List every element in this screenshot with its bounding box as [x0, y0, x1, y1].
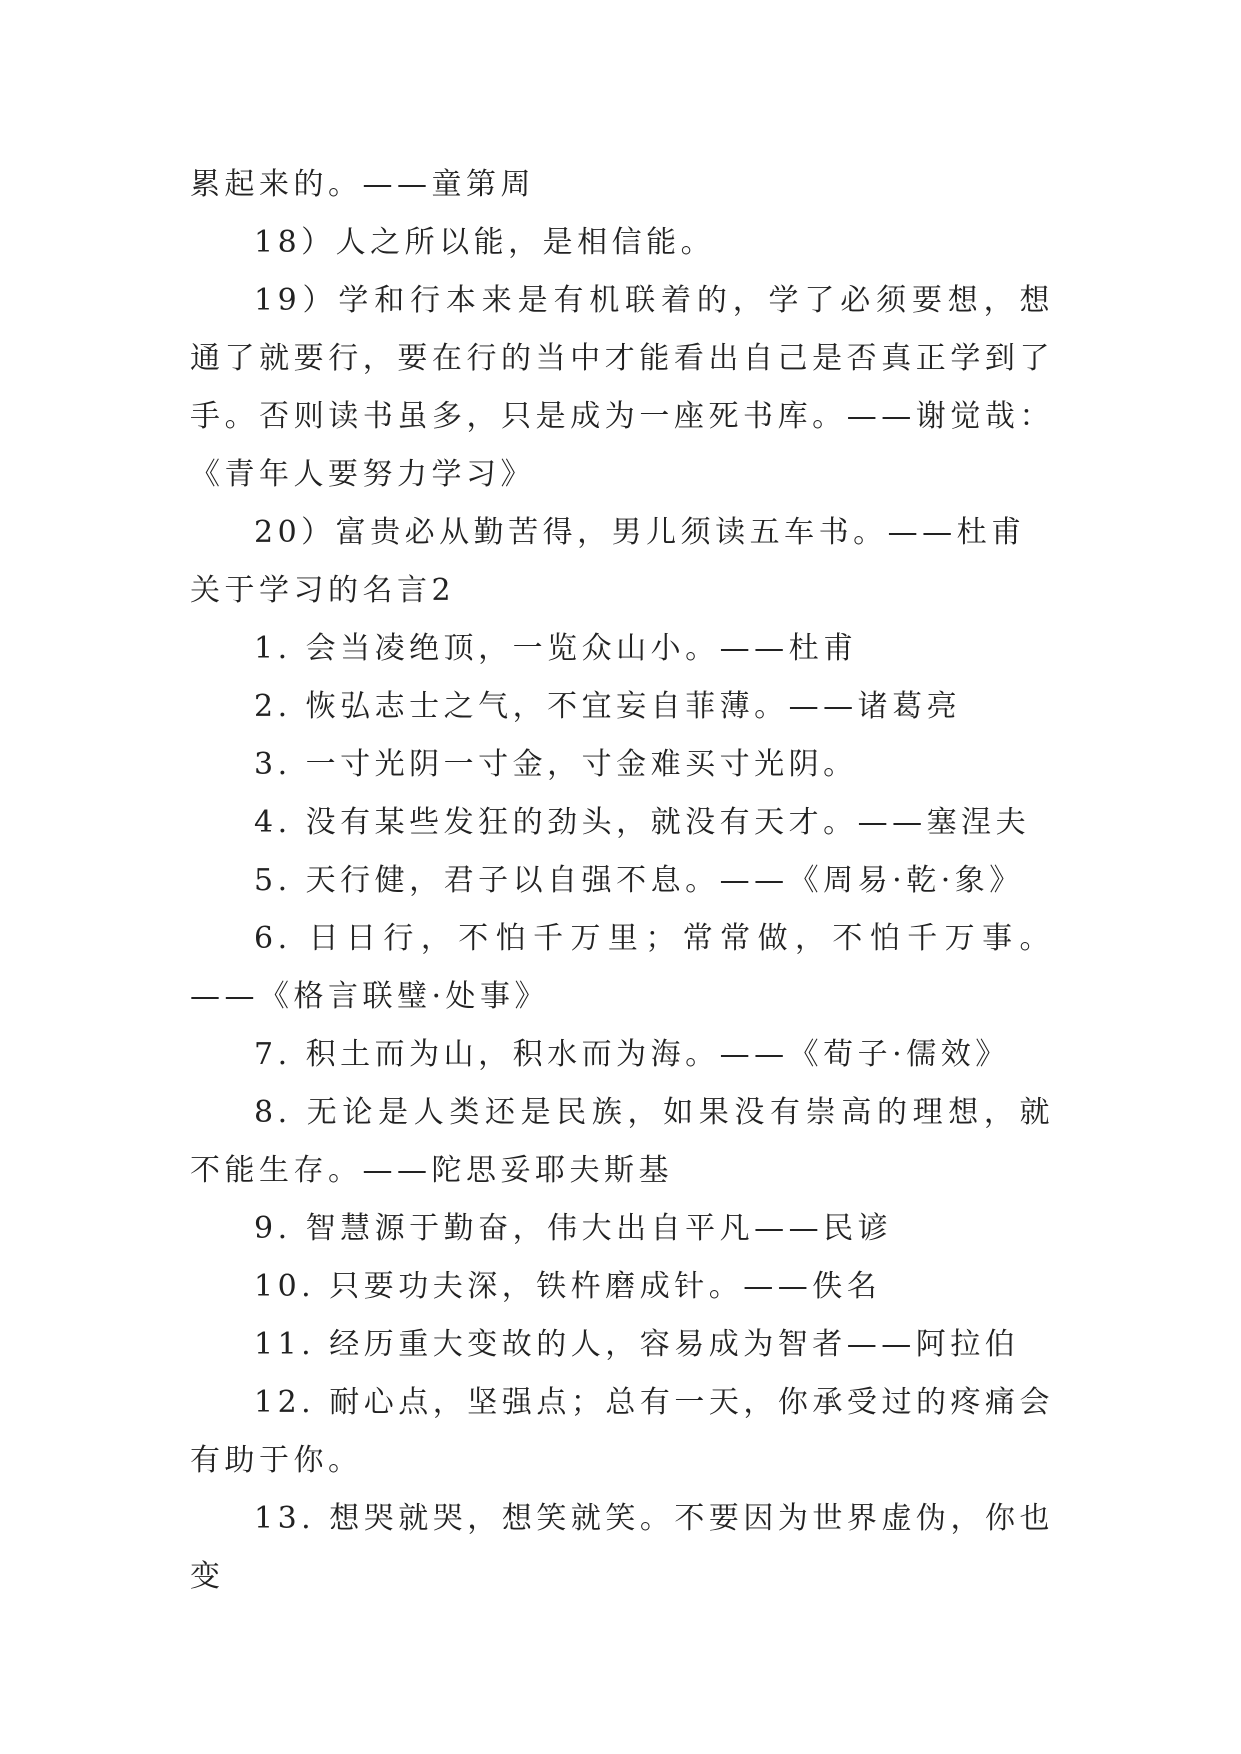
list-item-4: 4. 没有某些发狂的劲头，就没有天才。——塞涅夫	[254, 805, 1031, 840]
quote-20: 20）富贵必从勤苦得，男儿须读五车书。——杜甫	[254, 515, 1026, 550]
list-item-11: 11. 经历重大变故的人，容易成为智者——阿拉伯	[254, 1327, 1020, 1362]
list-item-8: 8. 无论是人类还是民族，如果没有崇高的理想，就不能生存。——陀思妥耶夫斯基	[190, 1095, 1054, 1188]
quote-19: 19）学和行本来是有机联着的，学了必须要想，想通了就要行，要在行的当中才能看出自己是否真正学到了手。否则读书虽多，只是成为一座死书库。——谢觉哉：《青年人要努力学习》	[190, 283, 1054, 492]
list-item-6: 6. 日日行，不怕千万里；常常做，不怕千万事。——《格言联璧·处事》	[190, 921, 1054, 1014]
list-item-9: 9. 智慧源于勤奋，伟大出自平凡——民谚	[254, 1211, 893, 1246]
list-item-10: 10. 只要功夫深，铁杵磨成针。——佚名	[254, 1269, 882, 1304]
document-page	[190, 156, 1054, 1606]
section-heading: 关于学习的名言2	[190, 573, 456, 608]
list-item-5: 5. 天行健，君子以自强不息。——《周易·乾·象》	[254, 863, 1024, 898]
list-item-3: 3. 一寸光阴一寸金，寸金难买寸光阴。	[254, 747, 858, 782]
list-item-13: 13. 想哭就哭，想笑就笑。不要因为世界虚伪，你也变	[190, 1501, 1054, 1594]
list-item-7: 7. 积土而为山，积水而为海。——《荀子·儒效》	[254, 1037, 1010, 1072]
quote-18: 18）人之所以能，是相信能。	[254, 225, 716, 260]
paragraph-continuation: 累起来的。——童第周	[190, 167, 535, 202]
list-item-12: 12. 耐心点，坚强点；总有一天，你承受过的疼痛会有助于你。	[190, 1385, 1054, 1478]
list-item-2: 2. 恢弘志士之气，不宜妄自菲薄。——诸葛亮	[254, 689, 962, 724]
list-item-1: 1. 会当凌绝顶，一览众山小。——杜甫	[254, 631, 858, 666]
